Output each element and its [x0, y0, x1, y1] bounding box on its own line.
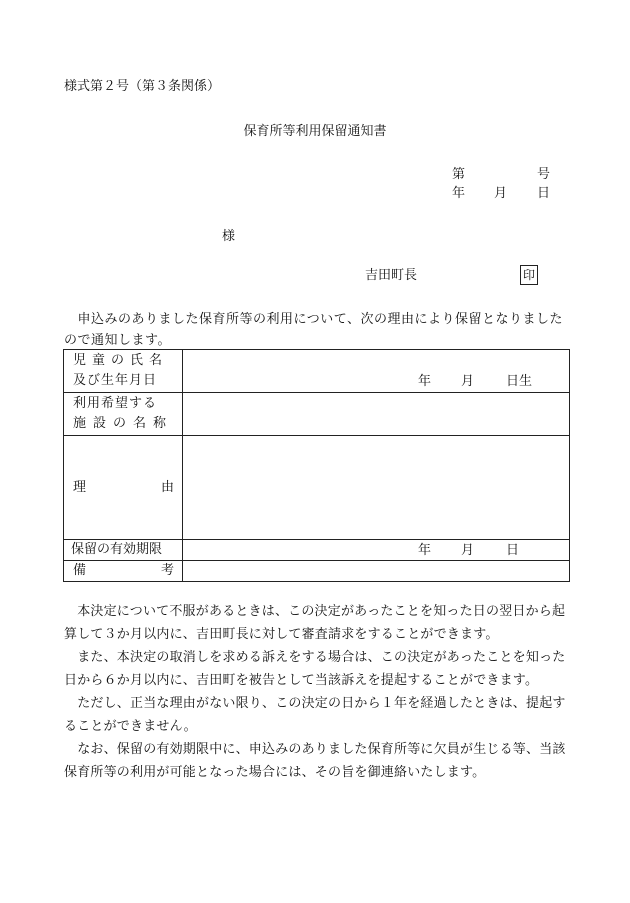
- child-value-cell[interactable]: [183, 350, 570, 393]
- child-label-line1: 児童の氏名: [73, 353, 169, 368]
- document-title: 保育所等利用保留通知書: [243, 124, 387, 139]
- validity-month-label: 月: [461, 542, 475, 558]
- table-row-facility: [64, 393, 570, 436]
- reason-label: [64, 478, 182, 498]
- reason-label-char1: 理: [73, 479, 87, 495]
- remarks-value-cell[interactable]: [183, 561, 570, 582]
- document-number-label: 第: [452, 167, 466, 182]
- validity-value-cell[interactable]: [183, 540, 570, 561]
- remarks-label-char2: 考: [160, 563, 174, 578]
- seal-mark: 印: [520, 265, 538, 285]
- issue-date-day: 日: [537, 186, 551, 201]
- details-table: [63, 349, 570, 582]
- table-row-remarks: [64, 561, 570, 582]
- remarks-label-cell: [64, 561, 183, 582]
- validity-label-cell: [64, 540, 183, 561]
- reason-label-char2: 由: [160, 479, 174, 495]
- validity-day-label: 日: [506, 542, 520, 558]
- remarks-label: [64, 561, 182, 581]
- table-row-validity: [64, 540, 570, 561]
- note-paragraph-vacancy: なお、保留の有効期限中に、申込みのありました保育所等に欠員が生じる等、当該保育所等の利用が可能となった場合には、その旨を御連絡いたします。: [64, 742, 566, 780]
- facility-label-cell: [64, 393, 183, 436]
- facility-value-cell[interactable]: [183, 393, 570, 436]
- document-number-suffix: 号: [537, 167, 551, 182]
- intro-paragraph: 申込みのありました保育所等の利用について、次の理由により保留となりましたので通知します。: [64, 312, 563, 348]
- recipient-honorific: 様: [222, 229, 236, 244]
- table-row-child: [64, 350, 570, 393]
- validity-label: 保留の有効期限: [71, 542, 163, 557]
- facility-label-line1: 利用希望する: [73, 396, 158, 411]
- table-row-reason: [64, 436, 570, 540]
- reason-value-cell[interactable]: [183, 436, 570, 540]
- note-paragraph-appeal: 本決定について不服があるときは、この決定があったことを知った日の翌日から起算して３か月以内に、吉田町長に対して審査請求をすることができます。: [64, 604, 566, 642]
- issue-date-month: 月: [494, 186, 508, 201]
- birth-day-label: 日生: [506, 374, 533, 389]
- remarks-label-char1: 備: [73, 563, 87, 578]
- notes-section: [64, 600, 574, 784]
- form-number-label: 様式第２号（第３条関係）: [64, 79, 221, 94]
- note-paragraph-time-limit: ただし、正当な理由がない限り、この決定の日から１年を経過したときは、提起することができません。: [64, 696, 566, 734]
- note-paragraph-lawsuit: また、本決定の取消しを求める訴えをする場合は、この決定があったことを知った日から６か月以内に、吉田町を被告として当該訴えを提起することができます。: [64, 650, 566, 688]
- birth-year-label: 年: [418, 374, 432, 389]
- issuer-name: 吉田町長: [365, 268, 418, 283]
- reason-label-cell: [64, 436, 183, 540]
- birth-month-label: 月: [461, 374, 475, 389]
- validity-year-label: 年: [418, 542, 432, 558]
- issue-date-year: 年: [452, 186, 466, 201]
- child-label-line2: 及び生年月日: [73, 373, 158, 388]
- child-label-cell: [64, 350, 183, 393]
- facility-label-line2: 施設の名称: [73, 416, 174, 431]
